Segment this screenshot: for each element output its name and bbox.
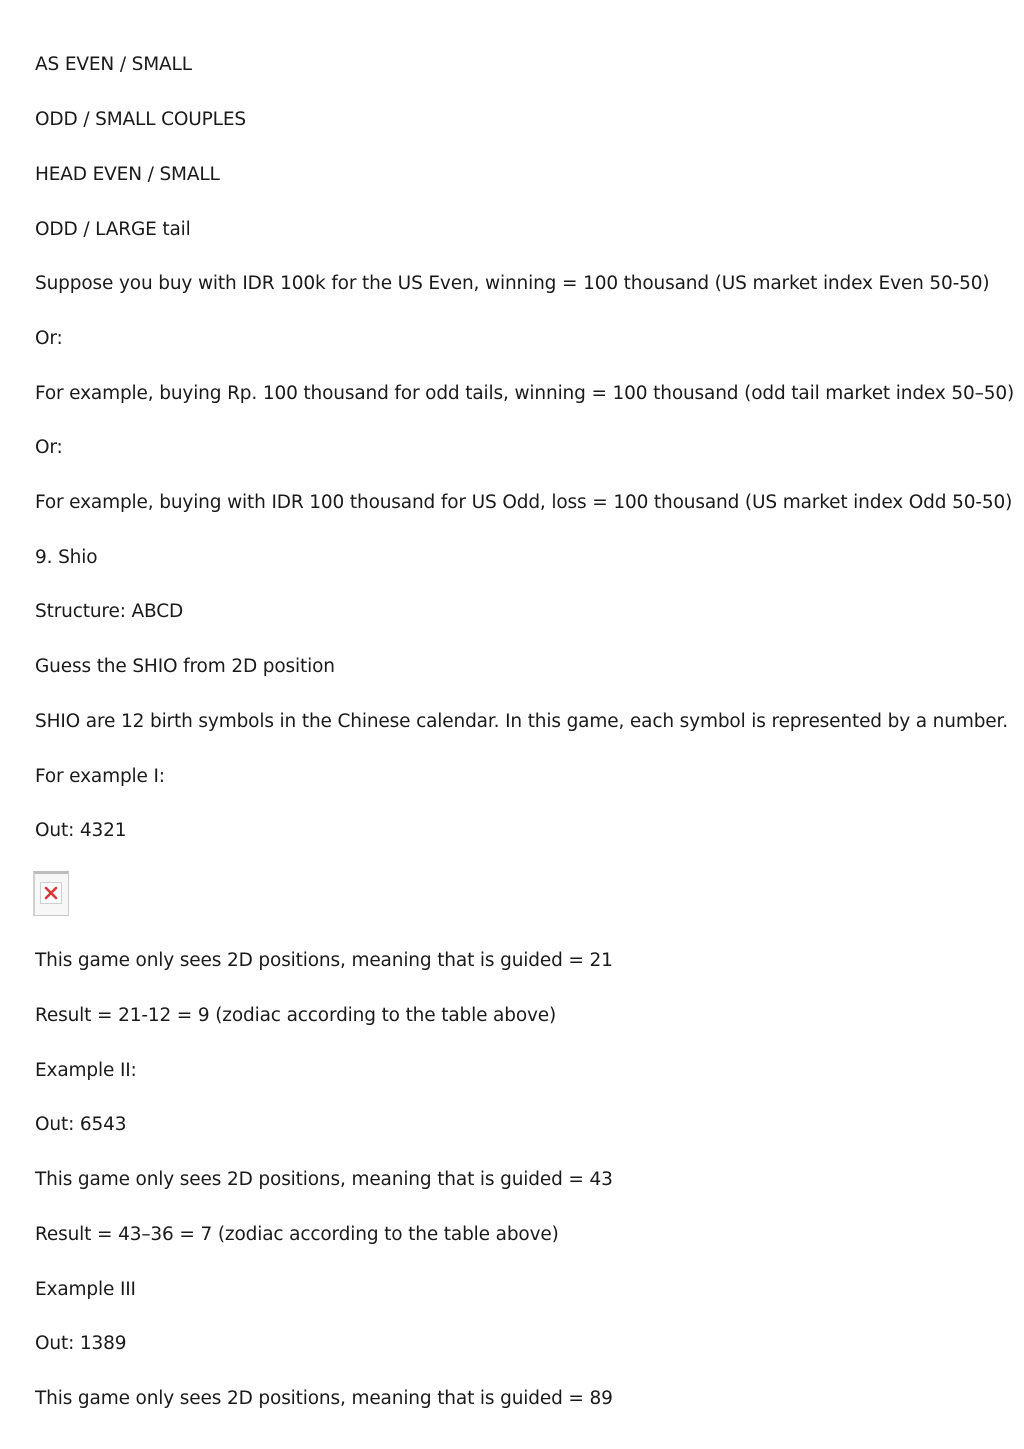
text-line: For example, buying Rp. 100 thousand for odd tails, winning = 100 thousand (odd tail market index 50–50) [35, 383, 1015, 404]
text-line: Example III [35, 1279, 136, 1300]
text-line: For example I: [35, 766, 165, 787]
section-heading: 9. Shio [35, 547, 98, 568]
text-line: For example, buying with IDR 100 thousand for US Odd, loss = 100 thousand (US market index Odd 50-50) [35, 492, 1013, 513]
text-line: ODD / LARGE tail [35, 219, 191, 240]
broken-image [33, 871, 69, 916]
text-line: Out: 4321 [35, 820, 127, 841]
text-line: Out: 1389 [35, 1333, 127, 1354]
text-line: This game only sees 2D positions, meaning that is guided = 43 [35, 1169, 613, 1190]
broken-image-icon [40, 882, 62, 904]
text-line: Structure: ABCD [35, 601, 184, 622]
text-line: SHIO are 12 birth symbols in the Chinese calendar. In this game, each symbol is represented by a number. [35, 711, 1009, 732]
close-x-icon [44, 886, 58, 900]
text-line: Guess the SHIO from 2D position [35, 656, 335, 677]
text-line: This game only sees 2D positions, meaning that is guided = 21 [35, 950, 613, 971]
text-line: Result = 43–36 = 7 (zodiac according to the table above) [35, 1224, 559, 1245]
text-line: This game only sees 2D positions, meaning that is guided = 89 [35, 1388, 613, 1409]
text-line: Result = 21-12 = 9 (zodiac according to the table above) [35, 1005, 557, 1026]
text-line: Out: 6543 [35, 1114, 127, 1135]
text-line: HEAD EVEN / SMALL [35, 164, 220, 185]
text-line: Suppose you buy with IDR 100k for the US Even, winning = 100 thousand (US market index Even 50-50) [35, 273, 990, 294]
text-line: ODD / SMALL COUPLES [35, 109, 246, 130]
text-line: Example II: [35, 1060, 137, 1081]
text-line: Or: [35, 437, 63, 458]
text-line: Or: [35, 328, 63, 349]
text-line: AS EVEN / SMALL [35, 54, 192, 75]
